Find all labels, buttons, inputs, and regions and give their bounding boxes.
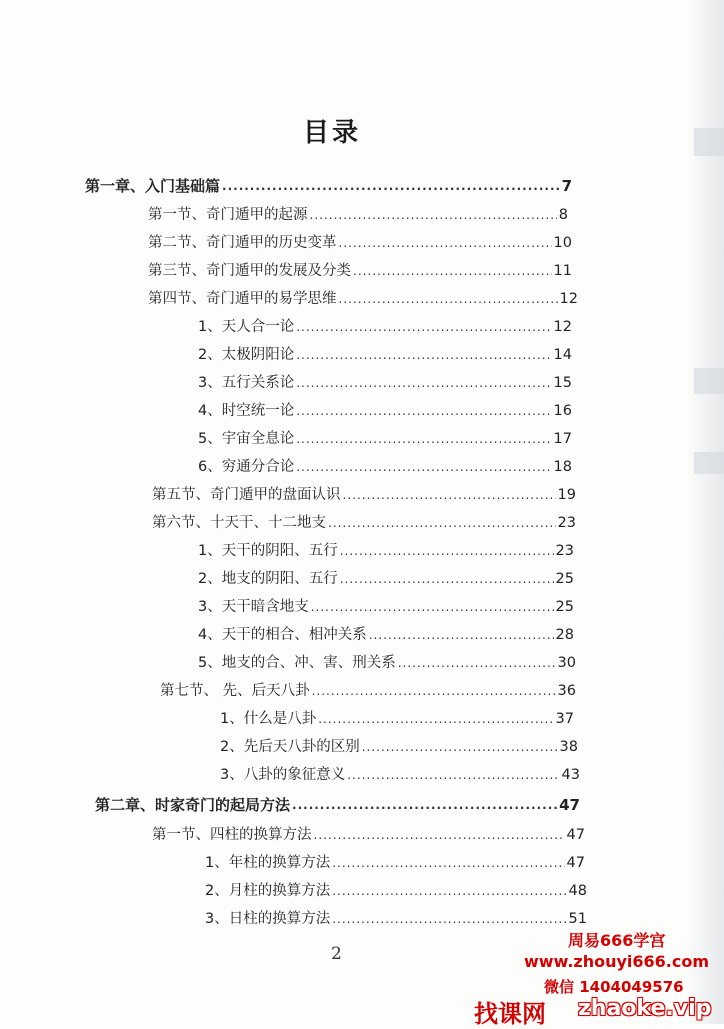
toc-entry-label: 1、天干的阴阳、五行 bbox=[198, 543, 338, 559]
toc-entry-page: 30 bbox=[557, 655, 576, 671]
scan-mark bbox=[694, 368, 724, 394]
dot-leader bbox=[314, 825, 565, 845]
toc-entry bbox=[220, 709, 574, 729]
dot-leader bbox=[222, 176, 560, 196]
toc-entry-page: 8 bbox=[558, 207, 568, 223]
dot-leader bbox=[296, 373, 551, 393]
toc-entry bbox=[198, 345, 572, 365]
dot-leader bbox=[296, 429, 551, 449]
toc-entry-label: 第二章、时家奇门的起局方法 bbox=[95, 796, 291, 814]
toc-entry-page: 23 bbox=[555, 543, 574, 559]
toc-entry-label: 第二节、奇门遁甲的历史变革 bbox=[148, 235, 337, 251]
toc-entry bbox=[198, 401, 572, 421]
toc-entry-page: 38 bbox=[559, 739, 578, 755]
toc-entry bbox=[148, 233, 572, 253]
dot-leader bbox=[339, 289, 558, 309]
toc-entry bbox=[95, 795, 580, 815]
dot-leader bbox=[343, 485, 556, 505]
dot-leader bbox=[312, 681, 556, 701]
toc-entry bbox=[85, 176, 572, 196]
toc-entry-label: 1、天人合一论 bbox=[198, 319, 295, 335]
toc-entry bbox=[160, 681, 576, 701]
dot-leader bbox=[296, 317, 551, 337]
scan-edge-shadow bbox=[686, 0, 724, 1024]
dot-leader bbox=[296, 345, 551, 365]
toc-entry-page: 25 bbox=[555, 599, 574, 615]
toc-entry-label: 第三节、奇门遁甲的发展及分类 bbox=[148, 263, 351, 279]
toc-entry-label: 3、八卦的象征意义 bbox=[220, 767, 346, 783]
toc-entry-page: 47 bbox=[566, 827, 585, 843]
dot-leader bbox=[292, 795, 557, 815]
toc-entry-page: 12 bbox=[553, 319, 572, 335]
toc-entry-page: 47 bbox=[566, 855, 585, 871]
toc-entry bbox=[148, 261, 572, 281]
scan-mark bbox=[694, 452, 724, 474]
dot-leader bbox=[398, 653, 556, 673]
toc-entry-page: 51 bbox=[568, 911, 587, 927]
toc-entry-page: 37 bbox=[555, 711, 574, 727]
toc-entry bbox=[198, 597, 574, 617]
toc-entry-page: 36 bbox=[557, 683, 576, 699]
toc-entry-page: 47 bbox=[559, 796, 580, 814]
toc-entry-label: 1、什么是八卦 bbox=[220, 711, 317, 727]
toc-entry-label: 2、太极阴阳论 bbox=[198, 347, 295, 363]
toc-entry-page: 14 bbox=[553, 347, 572, 363]
dot-leader bbox=[353, 261, 552, 281]
toc-entry bbox=[198, 625, 574, 645]
toc-entry-page: 17 bbox=[553, 431, 572, 447]
scan-mark bbox=[694, 128, 724, 156]
toc-entry bbox=[148, 205, 568, 225]
toc-entry-page: 12 bbox=[559, 291, 578, 307]
dot-leader bbox=[369, 625, 554, 645]
dot-leader bbox=[296, 401, 551, 421]
toc-entry-page: 48 bbox=[568, 883, 587, 899]
watermark-brand-cn: 找课网 bbox=[474, 1000, 546, 1028]
watermark-line-2: www.zhouyi666.com bbox=[524, 952, 710, 971]
toc-entry-page: 15 bbox=[553, 375, 572, 391]
dot-leader bbox=[332, 881, 566, 901]
watermark-line-3: 微信 1404049576 bbox=[544, 978, 684, 996]
dot-leader bbox=[311, 597, 554, 617]
toc-entry bbox=[205, 853, 585, 873]
dot-leader bbox=[340, 569, 554, 589]
toc-entry bbox=[198, 569, 574, 589]
toc-entry-label: 5、宇宙全息论 bbox=[198, 431, 295, 447]
toc-entry-label: 4、时空统一论 bbox=[198, 403, 295, 419]
toc-entry-page: 43 bbox=[561, 767, 580, 783]
toc-entry bbox=[220, 737, 578, 757]
toc-entry-label: 3、天干暗含地支 bbox=[198, 599, 309, 615]
toc-entry-page: 11 bbox=[553, 263, 572, 279]
dot-leader bbox=[328, 513, 556, 533]
toc-entry-page: 28 bbox=[555, 627, 574, 643]
dot-leader bbox=[362, 737, 558, 757]
toc-entry-label: 4、天干的相合、相冲关系 bbox=[198, 627, 367, 643]
toc-entry-label: 6、穷通分合论 bbox=[198, 459, 295, 475]
toc-entry bbox=[205, 881, 587, 901]
toc-entry-page: 10 bbox=[553, 235, 572, 251]
toc-entry-label: 5、地支的合、冲、害、刑关系 bbox=[198, 655, 396, 671]
dot-leader bbox=[296, 457, 551, 477]
dot-leader bbox=[318, 709, 553, 729]
dot-leader bbox=[340, 541, 554, 561]
toc-entry bbox=[198, 541, 574, 561]
toc-entry-page: 19 bbox=[557, 487, 576, 503]
toc-entry-label: 2、地支的阴阳、五行 bbox=[198, 571, 338, 587]
watermark-line-1: 周易666学宫 bbox=[568, 931, 666, 950]
toc-entry-page: 18 bbox=[553, 459, 572, 475]
toc-entry bbox=[220, 765, 580, 785]
page-title: 目录 bbox=[302, 118, 361, 148]
toc-entry bbox=[205, 909, 587, 929]
toc-entry-label: 3、日柱的换算方法 bbox=[205, 911, 331, 927]
toc-entry-label: 第七节、 先、后天八卦 bbox=[160, 683, 310, 699]
toc-entry bbox=[198, 317, 572, 337]
toc-entry-page: 7 bbox=[561, 177, 572, 195]
toc-entry bbox=[152, 825, 585, 845]
dot-leader bbox=[347, 765, 559, 785]
toc-entry bbox=[198, 457, 572, 477]
toc-entry-page: 16 bbox=[553, 403, 572, 419]
toc-entry-page: 25 bbox=[555, 571, 574, 587]
dot-leader bbox=[332, 853, 564, 873]
watermark-brand-url: zhaoke.vip bbox=[578, 996, 712, 1021]
page-number: 2 bbox=[331, 944, 342, 964]
toc-entry-label: 第一节、四柱的换算方法 bbox=[152, 827, 312, 843]
toc-entry-page: 23 bbox=[557, 515, 576, 531]
toc-entry-label: 第五节、奇门遁甲的盘面认识 bbox=[152, 487, 341, 503]
toc-entry bbox=[198, 653, 576, 673]
dot-leader bbox=[332, 909, 566, 929]
dot-leader bbox=[310, 205, 557, 225]
toc-entry-label: 1、年柱的换算方法 bbox=[205, 855, 331, 871]
toc-entry-label: 3、五行关系论 bbox=[198, 375, 295, 391]
toc-entry bbox=[152, 513, 576, 533]
toc-entry-label: 2、先后天八卦的区别 bbox=[220, 739, 360, 755]
toc-entry bbox=[148, 289, 578, 309]
toc-entry bbox=[152, 485, 576, 505]
toc-entry-label: 第一节、奇门遁甲的起源 bbox=[148, 207, 308, 223]
toc-entry-label: 第六节、十天干、十二地支 bbox=[152, 515, 326, 531]
toc-entry-label: 2、月柱的换算方法 bbox=[205, 883, 331, 899]
toc-entry-label: 第四节、奇门遁甲的易学思维 bbox=[148, 291, 337, 307]
toc-entry bbox=[198, 429, 572, 449]
dot-leader bbox=[339, 233, 552, 253]
toc-entry-label: 第一章、入门基础篇 bbox=[85, 177, 221, 195]
toc-entry bbox=[198, 373, 572, 393]
